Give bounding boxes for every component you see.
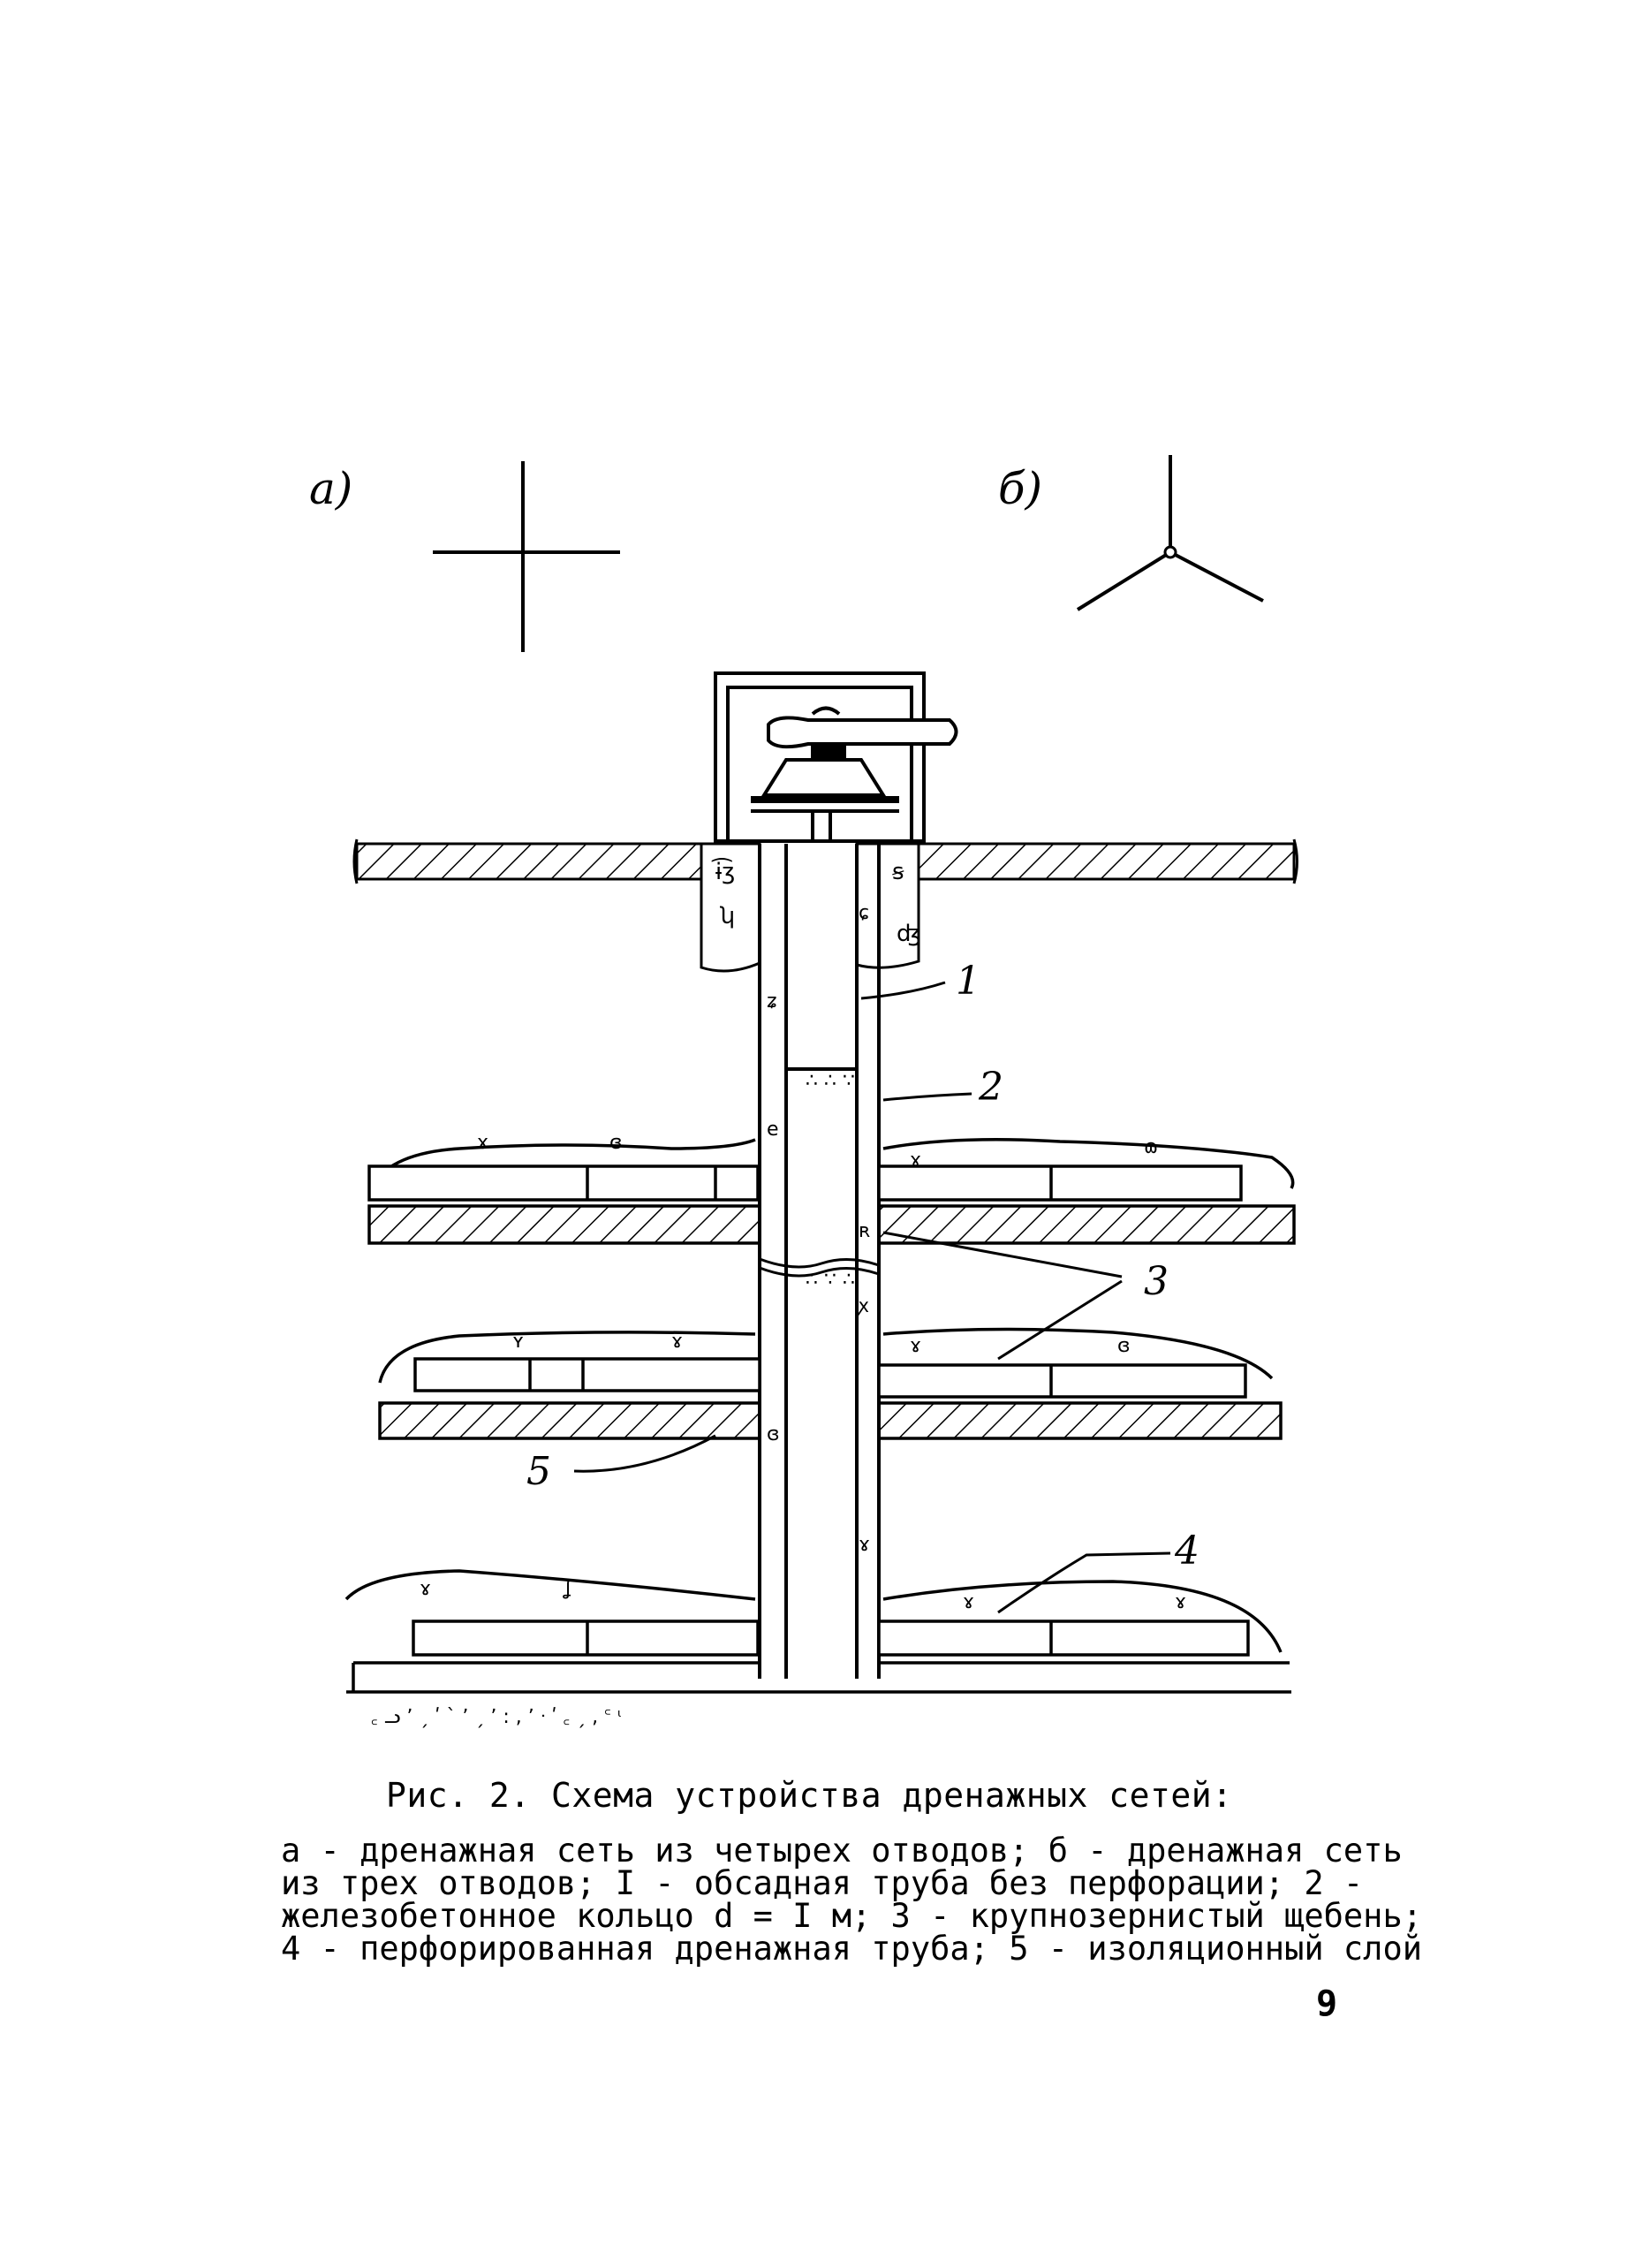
callout-4: 4 bbox=[1175, 1528, 1199, 1574]
scheme-a-cross bbox=[433, 461, 620, 652]
page-number: 9 bbox=[1316, 1984, 1338, 2024]
svg-text:ɨ͡ʒ: ɨ͡ʒ bbox=[715, 859, 736, 885]
svg-text:∴ ∵ ∴: ∴ ∵ ∴ bbox=[806, 1269, 855, 1291]
svg-text:ɕ: ɕ bbox=[859, 902, 870, 924]
label-b: б) bbox=[998, 463, 1043, 514]
caption-line: железобетонное кольцо d = I м; 3 - крупнозернистый щебень; bbox=[281, 1897, 1423, 1935]
callout-numbers bbox=[526, 959, 1199, 1574]
svg-text:ɤ: ɤ bbox=[859, 1534, 871, 1556]
callout-1: 1 bbox=[956, 959, 980, 1004]
svg-text:ɤ: ɤ bbox=[963, 1591, 975, 1613]
svg-text:∴ ∴ ∵: ∴ ∴ ∵ bbox=[806, 1070, 855, 1092]
caption-line: 4 - перфорированная дренажная труба; 5 - изоляционный слой bbox=[281, 1930, 1423, 1968]
svg-text:ɤ: ɤ bbox=[477, 1132, 489, 1154]
svg-text:e: e bbox=[767, 1119, 779, 1141]
callout-3: 3 bbox=[1144, 1259, 1169, 1304]
drain-level-3 bbox=[346, 1571, 1291, 1692]
svg-text:ʑ: ʑ bbox=[767, 990, 777, 1013]
label-a: а) bbox=[309, 463, 353, 514]
well-cover bbox=[715, 673, 957, 841]
svg-text:ɷ: ɷ bbox=[1144, 1136, 1159, 1158]
ground-surface bbox=[354, 839, 1298, 884]
svg-text:ɤ: ɤ bbox=[1175, 1591, 1187, 1613]
svg-text:ʤ: ʤ bbox=[897, 921, 921, 947]
caption-line: из трех отводов; I - обсадная труба без перфорации; 2 - bbox=[281, 1864, 1364, 1902]
svg-text:ꭗ: ꭗ bbox=[859, 1295, 869, 1317]
svg-text:ꞩ: ꞩ bbox=[892, 859, 904, 885]
svg-text:ɞ: ɞ bbox=[767, 1423, 780, 1445]
backfill-neck bbox=[701, 844, 921, 971]
svg-text:ʀ: ʀ bbox=[859, 1220, 871, 1242]
svg-text:ɤ: ɤ bbox=[420, 1578, 432, 1600]
callout-2: 2 bbox=[979, 1065, 1003, 1110]
svg-text:ɞ: ɞ bbox=[1117, 1335, 1131, 1357]
svg-text:ʆ: ʆ bbox=[565, 1578, 572, 1600]
svg-text:ɞ: ɞ bbox=[609, 1132, 623, 1154]
caption-line: а - дренажная сеть из четырех отводов; б - дренажная сеть bbox=[281, 1832, 1403, 1870]
svg-text:ɤ: ɤ bbox=[671, 1331, 684, 1353]
svg-text:꜀ ᓗ ʼ ˏ ʹ ˋ ʼ ˏ ʼ: ꜀ ᓗ ʼ ˏ ʹ ˋ ʼ ˏ ʼ ꞉ , ʼ ᐧ ʹ ꜀ ˏ , ꜂ ᶥ bbox=[371, 1706, 623, 1728]
svg-text:ɤ: ɤ bbox=[910, 1149, 922, 1172]
scheme-b-tripod bbox=[1078, 455, 1263, 610]
shaft-gravel-marks bbox=[767, 902, 870, 1556]
callout-5: 5 bbox=[526, 1449, 551, 1494]
leader-lines bbox=[574, 982, 1170, 1612]
svg-text:ɤ: ɤ bbox=[910, 1335, 922, 1357]
svg-text:ʮ: ʮ bbox=[720, 903, 736, 929]
svg-text:ʏ: ʏ bbox=[512, 1331, 525, 1353]
caption-title: Рис. 2. Схема устройства дренажных сетей: bbox=[386, 1776, 1233, 1815]
